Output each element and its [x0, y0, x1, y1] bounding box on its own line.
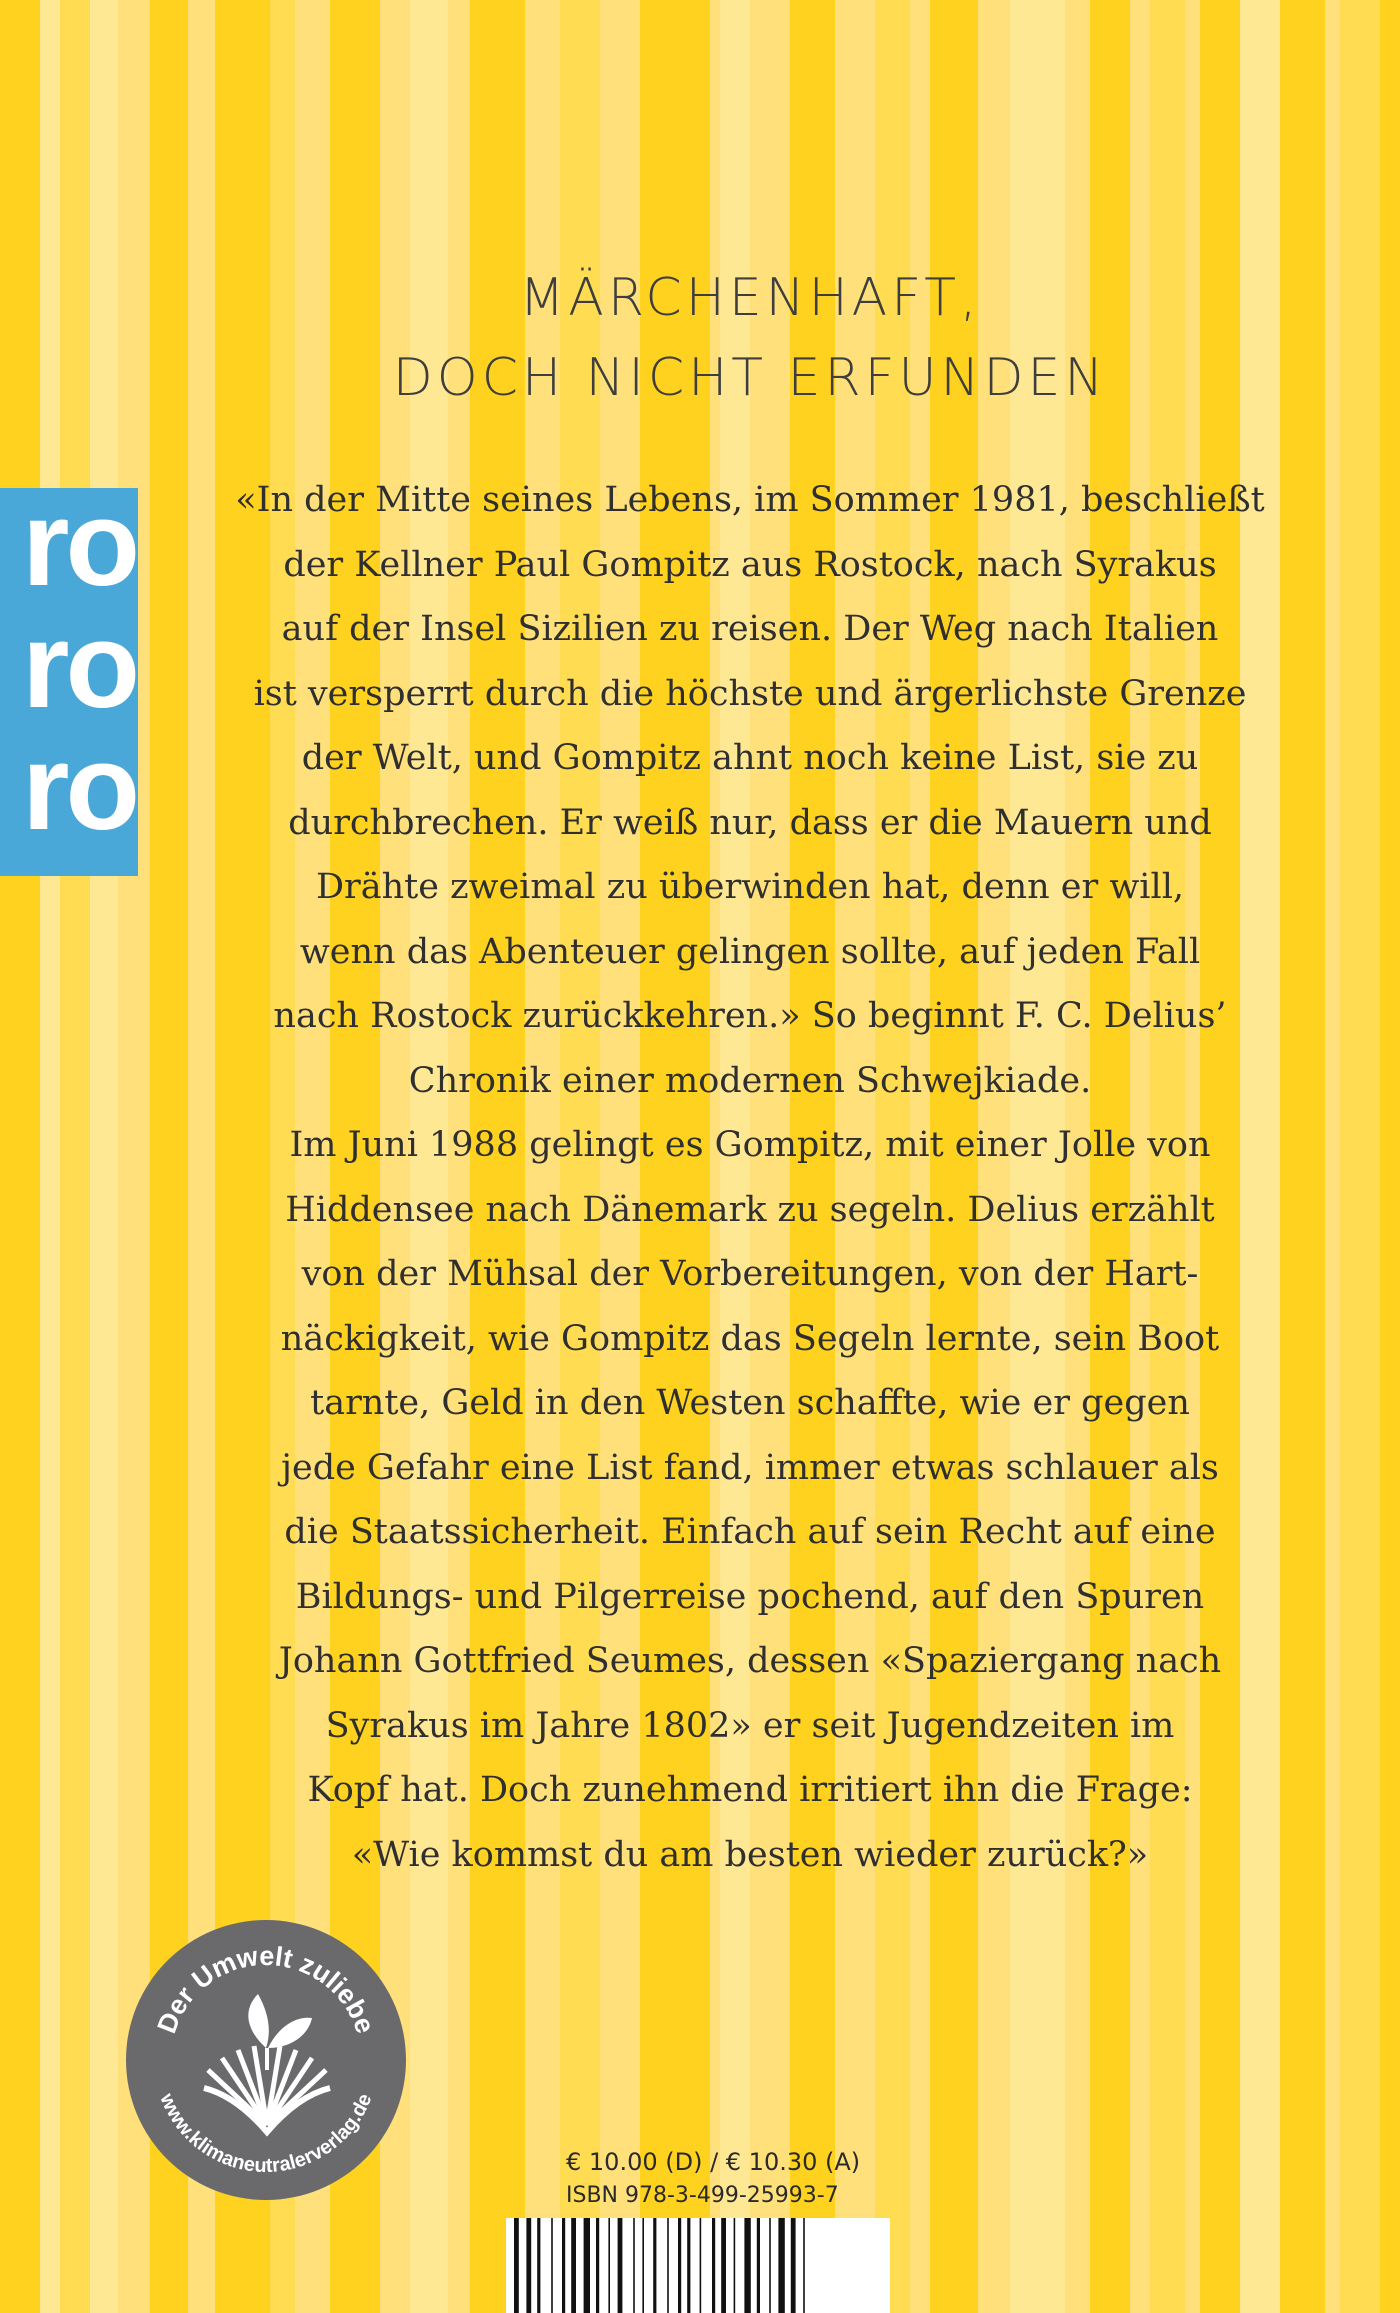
barcode-bar	[514, 2218, 519, 2313]
headline	[250, 258, 1250, 418]
badge-bottom-text: www.klimaneutralerverlag.de	[155, 2090, 377, 2178]
background-stripe	[1340, 0, 1380, 2313]
book-with-leaves-icon	[204, 1994, 330, 2132]
barcode-bar	[712, 2218, 715, 2313]
blurb-line: ist versperrt durch die höchste und ärgerlichste Grenze	[253, 673, 1247, 714]
barcode-bar	[571, 2218, 576, 2313]
barcode	[506, 2218, 890, 2313]
blurb-line: näckigkeit, wie Gompitz das Segeln lernte, sein Boot	[280, 1318, 1220, 1359]
blurb-line: Chronik einer modernen Schwejkiade.	[408, 1060, 1092, 1101]
blurb-line: Syrakus im Jahre 1802» er seit Jugendzeiten im	[325, 1705, 1175, 1746]
barcode-bar	[700, 2218, 702, 2313]
blurb-line: durchbrechen. Er weiß nur, dass er die Mauern und	[288, 802, 1212, 843]
isbn-label: ISBN 978-3-499-25993-7	[566, 2183, 839, 2208]
badge-graphic	[126, 1920, 406, 2200]
barcode-bar	[721, 2218, 726, 2313]
background-stripe	[90, 0, 118, 2313]
blurb-line: Im Juni 1988 gelingt es Gompitz, mit einer Jolle von	[289, 1125, 1211, 1165]
blurb-line: wenn das Abenteuer gelingen sollte, auf jeden Fall	[299, 931, 1201, 972]
blurb-line: jede Gefahr eine List fand, immer etwas schlauer als	[281, 1447, 1219, 1488]
background-stripe	[60, 0, 90, 2313]
barcode-bar	[791, 2218, 796, 2313]
logo-line-3: ro	[22, 719, 136, 855]
logo-line-2: ro	[22, 597, 136, 733]
blurb-line: Bildungs- und Pilgerreise pochend, auf den Spuren	[295, 1576, 1205, 1617]
background-stripe	[40, 0, 60, 2313]
barcode-bar	[562, 2218, 565, 2313]
blurb-line: Kopf hat. Doch zunehmend irritiert ihn die Frage:	[307, 1770, 1193, 1810]
barcode-bar	[642, 2218, 644, 2313]
barcode-bar	[778, 2218, 784, 2313]
blurb-line: der Welt, und Gompitz ahnt noch keine List, sie zu	[301, 738, 1199, 778]
headline-line-1: MÄRCHENHAFT,	[519, 268, 981, 328]
barcode-bar	[608, 2218, 610, 2313]
badge-top-text: Der Umwelt zuliebe	[151, 1940, 381, 2038]
rororo-logo	[0, 488, 138, 876]
barcode-bar	[734, 2218, 736, 2313]
background-stripe	[1380, 0, 1400, 2313]
background-stripe	[1280, 0, 1325, 2313]
barcode-bar	[667, 2218, 669, 2313]
blurb-line: von der Mühsal der Vorbereitungen, von der Hart-	[301, 1254, 1199, 1294]
blurb-line: «Wie kommst du am besten wieder zurück?»	[351, 1834, 1149, 1875]
barcode-bar	[803, 2218, 805, 2313]
blurb-line: tarnte, Geld in den Westen schaffte, wie er gegen	[310, 1383, 1190, 1423]
price-label: € 10.00 (D) / € 10.30 (A)	[566, 2148, 861, 2176]
barcode-bar	[744, 2218, 750, 2313]
blurb-line: nach Rostock zurückkehren.» So beginnt F. C. Delius’	[273, 996, 1227, 1036]
blurb-line: Drähte zweimal zu überwinden hat, denn er will,	[315, 867, 1185, 907]
barcode-bar	[678, 2218, 681, 2313]
logo-line-1: ro	[22, 488, 136, 611]
blurb-line: «In der Mitte seines Lebens, im Sommer 1981, beschließt	[235, 480, 1265, 520]
barcode-bar	[537, 2218, 540, 2313]
barcode-bar	[596, 2218, 599, 2313]
barcode-bar	[551, 2218, 553, 2313]
barcode-bar	[526, 2218, 531, 2313]
barcode-bar	[633, 2218, 635, 2313]
blurb-line: der Kellner Paul Gompitz aus Rostock, nach Syrakus	[283, 544, 1217, 585]
headline-line-2: DOCH NICHT ERFUNDEN	[392, 348, 1108, 408]
blurb-line: die Staatssicherheit. Einfach auf sein Recht auf eine	[284, 1512, 1216, 1552]
barcode-bar	[757, 2218, 760, 2313]
blurb-text	[235, 468, 1265, 1887]
barcode-bar	[687, 2218, 690, 2313]
blurb-line: Hiddensee nach Dänemark zu segeln. Delius erzählt	[285, 1189, 1215, 1230]
barcode-bar	[584, 2218, 590, 2313]
background-stripe	[0, 0, 40, 2313]
barcode-bar	[653, 2218, 656, 2313]
blurb-line: auf der Insel Sizilien zu reisen. Der Weg nach Italien	[281, 609, 1219, 649]
climate-neutral-badge	[126, 1920, 406, 2200]
barcode-bar	[618, 2218, 623, 2313]
blurb-line: Johann Gottfried Seumes, dessen «Spaziergang nach	[278, 1641, 1222, 1681]
barcode-bar	[769, 2218, 771, 2313]
